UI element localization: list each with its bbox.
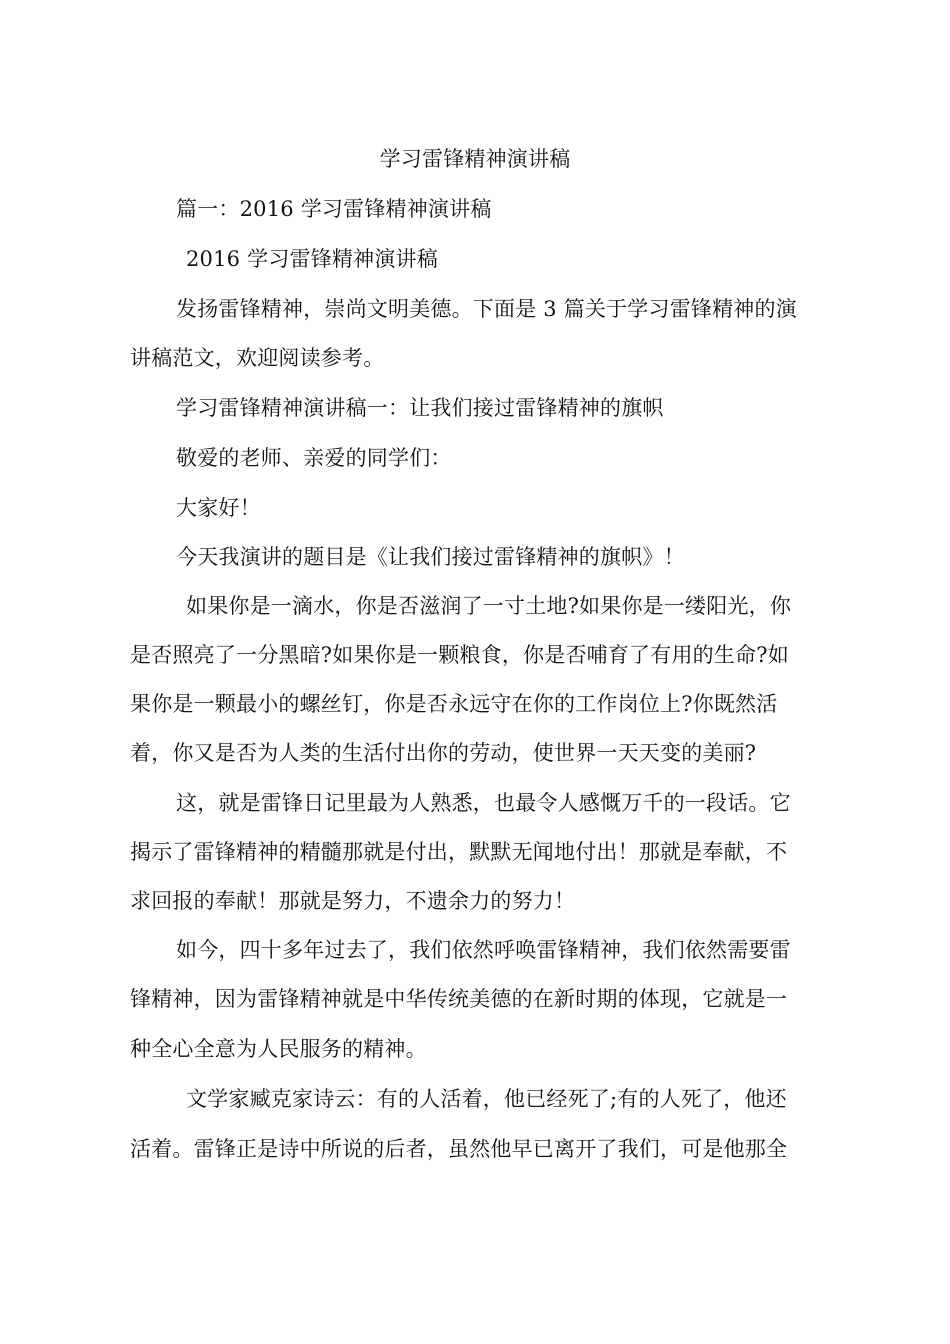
text-line: 学习雷锋精神演讲稿一：让我们接过雷锋精神的旗帜 bbox=[176, 396, 664, 420]
text-line: 活着。雷锋正是诗中所说的后者，虽然他早已离开了我们，可是他那全 bbox=[130, 1137, 788, 1161]
text-line: 种全心全意为人民服务的精神。 bbox=[130, 1037, 427, 1061]
text-line: 求回报的奉献！那就是努力，不遗余力的努力！ bbox=[130, 889, 576, 913]
text-line: 如今，四十多年过去了，我们依然呼唤雷锋精神，我们依然需要雷 bbox=[176, 938, 791, 962]
text-line: 锋精神，因为雷锋精神就是中华传统美德的在新时期的体现，它就是一 bbox=[130, 987, 788, 1011]
text-line: 篇一：2016 学习雷锋精神演讲稿 bbox=[176, 197, 492, 221]
text-line: 发扬雷锋精神，崇尚文明美德。下面是 3 篇关于学习雷锋精神的演 bbox=[176, 297, 797, 321]
text-line: 这，就是雷锋日记里最为人熟悉，也最令人感慨万千的一段话。它 bbox=[176, 791, 791, 815]
text-line: 文学家臧克家诗云：有的人活着，他已经死了;有的人死了，他还 bbox=[186, 1087, 787, 1111]
text-line: 讲稿范文，欢迎阅读参考。 bbox=[130, 346, 385, 370]
document-title: 学习雷锋精神演讲稿 bbox=[379, 147, 571, 171]
text-line: 是否照亮了一分黑暗?如果你是一颗粮食，你是否哺育了有用的生命?如 bbox=[130, 643, 789, 667]
text-line: 今天我演讲的题目是《让我们接过雷锋精神的旗帜》！ bbox=[176, 545, 685, 569]
text-line: 如果你是一滴水，你是否滋润了一寸土地?如果你是一缕阳光，你 bbox=[186, 594, 792, 618]
text-line: 果你是一颗最小的螺丝钉，你是否永远守在你的工作岗位上?你既然活 bbox=[130, 692, 778, 716]
text-line: 敬爱的老师、亲爱的同学们： bbox=[176, 446, 452, 470]
text-line: 大家好！ bbox=[176, 496, 261, 520]
text-line: 揭示了雷锋精神的精髓那就是付出，默默无闻地付出！那就是奉献，不 bbox=[130, 840, 788, 864]
text-line: 着，你又是否为人类的生活付出你的劳动，使世界一天天变的美丽? bbox=[130, 741, 757, 765]
text-line: 2016 学习雷锋精神演讲稿 bbox=[186, 247, 438, 271]
